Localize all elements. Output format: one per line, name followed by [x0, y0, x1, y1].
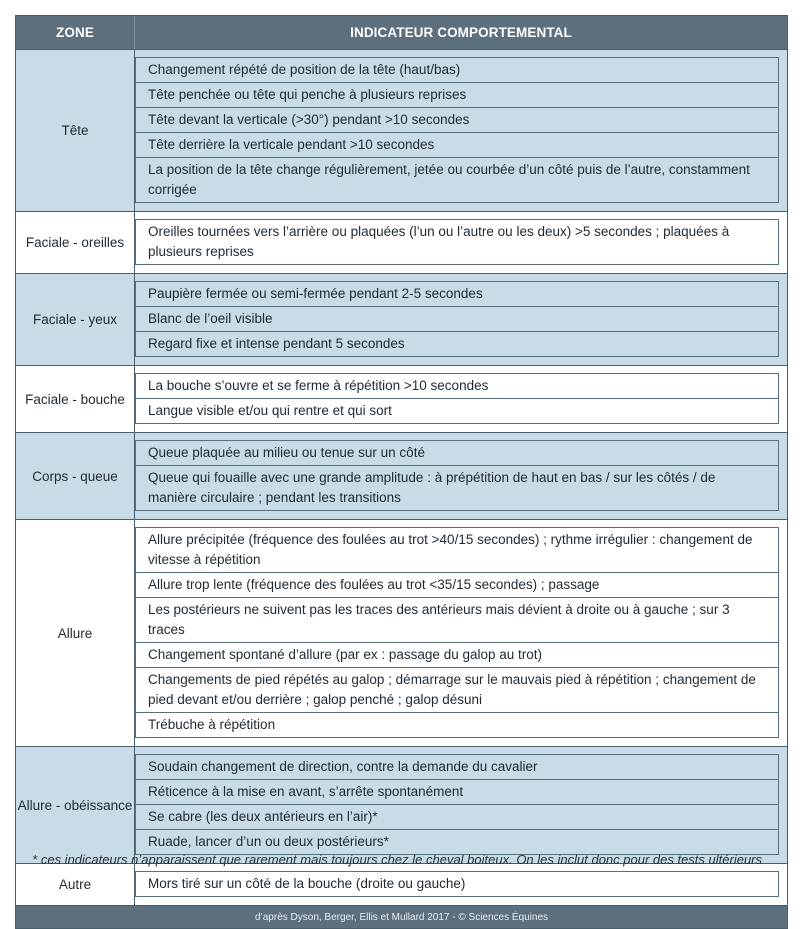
indicator-row: Queue plaquée au milieu ou tenue sur un côté — [135, 440, 779, 466]
zone-group — [16, 49, 787, 211]
indicator-row: Oreilles tournées vers l’arrière ou plaquées (l’un ou l’autre ou les deux) >5 secondes ; plaquées à plusieurs reprises — [135, 219, 779, 265]
zone-label: Faciale - bouche — [16, 366, 135, 432]
indicator-row: Changements de pied répétés au galop ; démarrage sur le mauvais pied à répétition ; changement de pied devant et/ou derrière ; galop penché ; galop désuni — [135, 667, 779, 713]
indicator-list — [135, 433, 787, 519]
zone-column-header: ZONE — [16, 16, 135, 49]
zone-group — [16, 365, 787, 432]
indicator-list — [135, 274, 787, 365]
indicator-row: Mors tiré sur un côté de la bouche (droite ou gauche) — [135, 871, 779, 897]
indicator-list — [135, 520, 787, 746]
zone-group — [16, 211, 787, 273]
zone-label: Allure - obéissance — [16, 747, 135, 863]
behaviour-table — [15, 15, 788, 929]
table-header — [16, 16, 787, 49]
indicator-row: La bouche s’ouvre et se ferme à répétition >10 secondes — [135, 373, 779, 399]
indicator-row: Les postérieurs ne suivent pas les traces des antérieurs mais dévient à droite ou à gauche ; sur 3 traces — [135, 597, 779, 643]
indicator-row: Tête derrière la verticale pendant >10 secondes — [135, 132, 779, 158]
indicator-row: Queue qui fouaille avec une grande amplitude : à prépétition de haut en bas / sur les côtés / de manière circulaire ; pendant les transitions — [135, 465, 779, 511]
table-body — [16, 49, 787, 905]
indicator-row: Paupière fermée ou semi-fermée pendant 2-5 secondes — [135, 281, 779, 307]
zone-label: Autre — [16, 864, 135, 905]
zone-label: Faciale - oreilles — [16, 212, 135, 273]
indicator-list — [135, 864, 787, 905]
indicator-row: Langue visible et/ou qui rentre et qui sort — [135, 398, 779, 424]
zone-group — [16, 746, 787, 863]
indicator-column-header: INDICATEUR COMPORTEMENTAL — [350, 25, 572, 40]
indicator-row: Changement répété de position de la tête (haut/bas) — [135, 57, 779, 83]
zone-group — [16, 863, 787, 905]
zone-label: Tête — [16, 50, 135, 211]
indicator-row: Ruade, lancer d’un ou deux postérieurs* — [135, 829, 779, 855]
indicator-list — [135, 747, 787, 863]
indicator-row: La position de la tête change régulièrement, jetée ou courbée d’un côté puis de l’autre, constamment corrigée — [135, 157, 779, 203]
indicator-list — [135, 212, 787, 273]
indicator-row: Changement spontané d’allure (par ex : passage du galop au trot) — [135, 642, 779, 668]
indicator-row: Trébuche à répétition — [135, 712, 779, 738]
indicator-row: Allure précipitée (fréquence des foulées au trot >40/15 secondes) ; rythme irrégulier : changement de vitesse à répétition — [135, 527, 779, 573]
zone-label: Faciale - yeux — [16, 274, 135, 365]
zone-label: Allure — [16, 520, 135, 746]
indicator-row: Blanc de l’oeil visible — [135, 306, 779, 332]
zone-group — [16, 273, 787, 365]
indicator-row: Regard fixe et intense pendant 5 secondes — [135, 331, 779, 357]
indicator-row: Tête penchée ou tête qui penche à plusieurs reprises — [135, 82, 779, 108]
table-footer-credit: d’après Dyson, Berger, Ellis et Mullard 2017 - © Sciences Équines — [16, 905, 787, 928]
indicator-row: Se cabre (les deux antérieurs en l’air)* — [135, 804, 779, 830]
indicator-list — [135, 366, 787, 432]
zone-group — [16, 519, 787, 746]
indicator-list — [135, 50, 787, 211]
indicator-row: Soudain changement de direction, contre la demande du cavalier — [135, 754, 779, 780]
zone-label: Corps - queue — [16, 433, 135, 519]
indicator-row: Allure trop lente (fréquence des foulées au trot <35/15 secondes) ; passage — [135, 572, 779, 598]
indicator-row: Tête devant la verticale (>30°) pendant >10 secondes — [135, 107, 779, 133]
footnote: * ces indicateurs n’apparaissent que rarement mais toujours chez le cheval boiteux. On les inclut donc pour des tests ultérieurs — [32, 852, 762, 867]
zone-group — [16, 432, 787, 519]
indicator-row: Réticence à la mise en avant, s’arrête spontanément — [135, 779, 779, 805]
